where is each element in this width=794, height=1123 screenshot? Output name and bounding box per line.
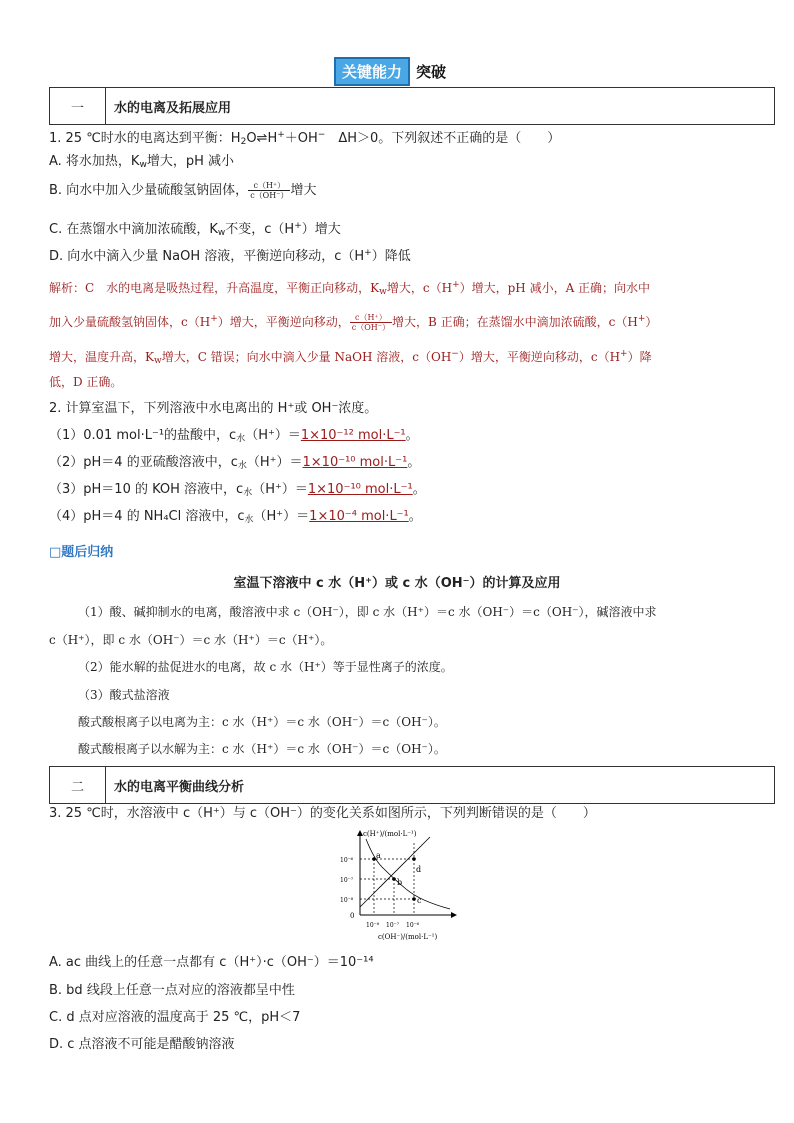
analysis-line-4: 低，D 正确。: [49, 375, 123, 389]
section-header: [334, 57, 452, 86]
summary-line-3: （2）能水解的盐促进水的电离，故 c 水（H⁺）等于显性离子的浓度。: [78, 660, 453, 674]
analysis-line-1: 解析：C 水的电离是吸热过程，升高温度，平衡正向移动，$K_w$增大，c（H+）增大，pH 减小，A 正确；向水中: [49, 280, 651, 297]
point-label-d: d: [416, 865, 422, 874]
q3-option-c: C. d 点对应溶液的温度高于 25 ℃，pH＜7: [49, 1010, 301, 1025]
y-tick-label: 10⁻⁶: [340, 857, 354, 864]
q2-item-3: （3）pH＝10 的 KOH 溶液中，$c_水(H^+)=1\times 10^{-10}$ mol·L⁻¹。: [49, 482, 426, 498]
summary-line-4: （3）酸式盐溶液: [78, 688, 170, 702]
q1-stem: 1. 25 ℃时水的电离达到平衡：$H_2O\rightleftharpoons H^++OH^-$ ΔH＞0。下列叙述不正确的是（ ）: [49, 130, 561, 147]
y-tick-label: 0: [350, 912, 355, 920]
y-axis-label: c(H⁺)/(mol·L⁻¹): [363, 830, 417, 838]
q3-option-a: A. ac 曲线上的任意一点都有 c（H⁺）·c（OH⁻）＝10⁻¹⁴: [49, 955, 374, 970]
q1-option-d: D. 向水中滴入少量 NaOH 溶液，平衡逆向移动，c（H+）降低: [49, 248, 411, 264]
water-ionization-chart: [330, 827, 470, 942]
summary-title: 室温下溶液中 c 水（H⁺）或 c 水（OH⁻）的计算及应用: [233, 576, 561, 591]
section-title: 水的电离及拓展应用: [114, 100, 232, 116]
summary-line-5: 酸式酸根离子以电离为主：c 水（H⁺）＝c 水（OH⁻）＝c（OH⁻）。: [78, 715, 446, 729]
header-key-ability: 关键能力: [334, 57, 410, 86]
y-tick-label: 10⁻⁸: [340, 897, 354, 904]
q1-option-a: A. 将水加热，$K_w$增大，pH 减小: [49, 154, 235, 170]
point-label-b: b: [397, 878, 403, 887]
q1-option-b: B. 向水中加入少量硫酸氢钠固体， $\frac{c(H^+)}{c(OH^-)}$ 增大: [49, 181, 317, 200]
x-tick-label: 10⁻⁷: [386, 922, 400, 929]
y-tick-label: 10⁻⁷: [340, 877, 354, 884]
analysis-line-3: 增大，温度升高，$K_w$增大，C 错误；向水中滴入少量 NaOH 溶液，c（OH−）增大，平衡逆向移动，c（H+）降: [49, 349, 652, 366]
q2-item-2: （2）pH＝4 的亚硫酸溶液中，$c_水(H^+)=1\times 10^{-10}$ mol·L⁻¹。: [49, 455, 421, 471]
x-tick-label: 10⁻⁸: [366, 922, 380, 929]
summary-line-2: c（H⁺），即 c 水（OH⁻）＝c 水（H⁺）＝c（H⁺）。: [49, 633, 333, 647]
q3-stem: 3. 25 ℃时，水溶液中 c（H⁺）与 c（OH⁻）的变化关系如图所示，下列判断错误的是（ ）: [49, 806, 596, 821]
q2-item-4: （4）pH＝4 的 NH₄Cl 溶液中，$c_水(H^+)=1\times 10^{-4}$ mol·L⁻¹。: [49, 509, 422, 525]
x-axis-label: c(OH⁻)/(mol·L⁻¹): [378, 933, 438, 941]
q1-option-c: C. 在蒸馏水中滴加浓硫酸，$K_w$不变，c（H+）增大: [49, 221, 341, 238]
header-breakthrough: 突破: [416, 63, 447, 81]
q2-item-1: （1）0.01 mol·L⁻¹的盐酸中，$c_水(H^+)=1\times 10^{-12}$ mol·L⁻¹。: [49, 428, 419, 444]
section-bar-2: [49, 766, 775, 804]
topic-summary-label: □题后归纳: [49, 545, 114, 560]
point-label-c: c: [417, 896, 422, 905]
summary-line-1: （1）酸、碱抑制水的电离，酸溶液中求 c（OH⁻），即 c 水（H⁺）＝c 水（OH⁻）＝c（OH⁻），碱溶液中求: [78, 605, 657, 619]
section-bar-1: [49, 87, 775, 125]
x-tick-label: 10⁻⁶: [406, 922, 420, 929]
analysis-line-2: 加入少量硫酸氢钠固体，c（H+）增大，平衡逆向移动， $\frac{c(H^+)}{c(OH^-)}$ 增大，B 正确；在蒸馏水中滴加浓硫酸，c（H+）: [49, 313, 658, 332]
q3-option-b: B. bd 线段上任意一点对应的溶液都呈中性: [49, 983, 295, 998]
section-number: 一: [50, 88, 106, 124]
summary-line-6: 酸式酸根离子以水解为主：c 水（H⁺）＝c 水（OH⁻）＝c（OH⁻）。: [78, 742, 446, 756]
point-label-a: a: [376, 851, 381, 860]
section-number: 二: [50, 767, 106, 803]
q3-option-d: D. c 点溶液不可能是醋酸钠溶液: [49, 1037, 235, 1052]
section-title: 水的电离平衡曲线分析: [114, 779, 245, 795]
q2-stem: 2. 计算室温下，下列溶液中水电离出的 H⁺或 OH⁻浓度。: [49, 401, 378, 416]
